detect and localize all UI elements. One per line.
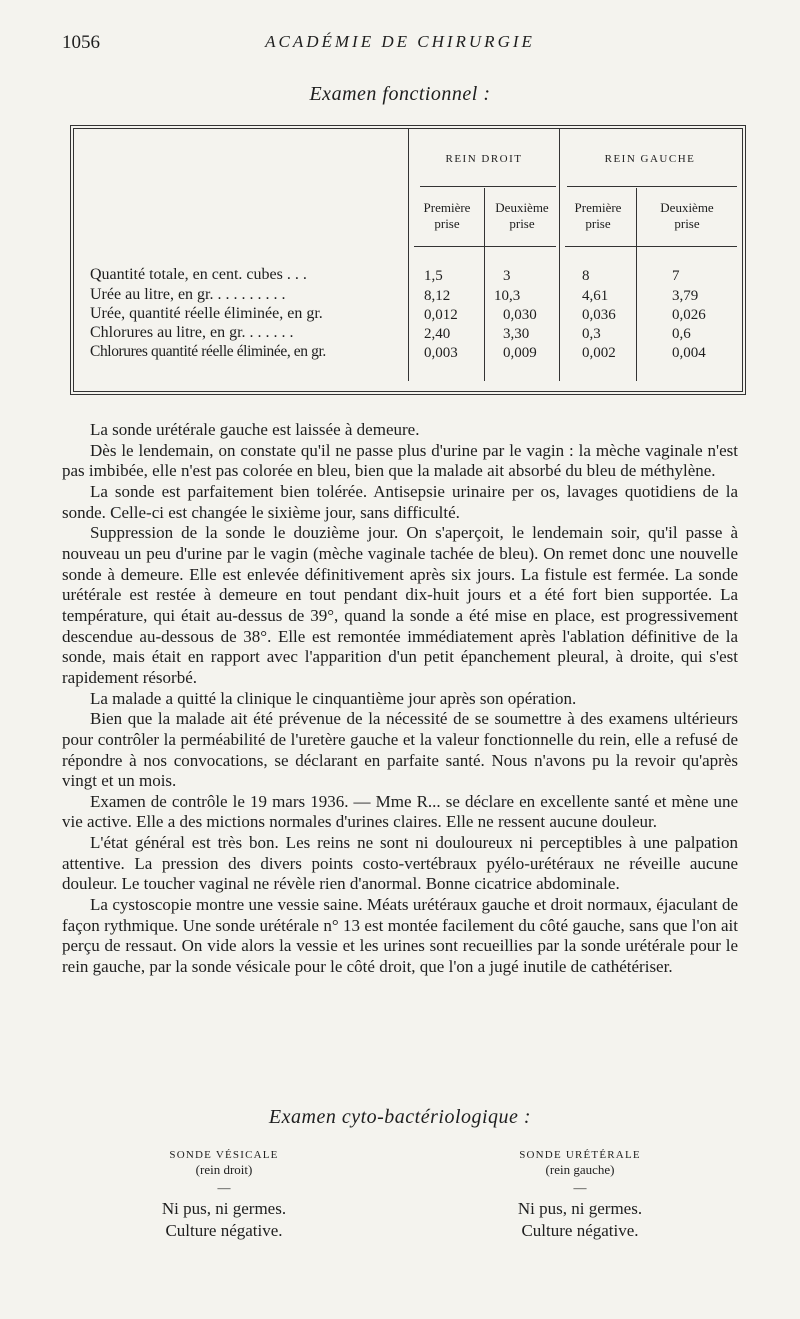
subheader-second-dose: Deuxième prise [495,200,549,231]
result-line: Culture négative. [521,1221,639,1240]
bladder-catheter-column [104,1149,344,1242]
table-cell: 0,036 [582,307,616,323]
table-cell: 0,003 [424,345,458,361]
column-heading: SONDE URÉTÉRALE [519,1149,641,1161]
paragraph: Examen de contrôle le 19 mars 1936. — Mme R... se déclare en excellente santé et mène une vie active. Elle a des mictions normales d'urines claires. Elle ne ressent aucune douleur. [62,791,738,832]
column-divider [636,188,637,381]
table-cell: 0,004 [672,345,706,361]
subheader-rule [565,246,737,247]
page-header [0,30,800,56]
result-line: Ni pus, ni germes. [517,1199,643,1218]
paragraph: La malade a quitté la clinique le cinquantième jour après son opération. [90,688,577,708]
table-cell: 1,5 [424,268,443,284]
table-cell: 8,12 [424,288,451,304]
row-label: Chlorures quantité réelle éliminée, en gr. [90,343,326,360]
cyto-title: Examen cyto-bactériologique : [268,1106,532,1128]
column-subheading: (rein gauche) [545,1162,615,1177]
table-cell: 0,030 [503,307,537,323]
table-cell: 0,002 [582,345,616,361]
row-label: Chlorures au litre, en gr. . . . . . . [90,324,294,341]
row-label: Urée, quantité réelle éliminée, en gr. [90,305,323,322]
column-divider [408,129,409,381]
row-label: Quantité totale, en cent. cubes . . . [90,266,307,283]
body-text [62,420,738,978]
column-subheading: (rein droit) [195,1162,253,1177]
table-cell: 3,30 [503,326,530,342]
table-cell: 3,79 [672,288,699,304]
paragraph: Suppression de la sonde le douzième jour. On s'aperçoit, le lendemain soir, qu'il passe à nouveau un peu d'urine par le vagin (mèche vaginale tachée de bleu). On remet donc une nouvelle sonde à demeure. Elle est enlevée définitivement après six jours. La fistule est fermée. La sonde urétérale est restée à demeure en tout pendant dix-huit jours et a été fort bien supportée. La température, qui était au-dessus de 39°, quand la sonde a été mise en place, est progressivement descendue au-dessous de 38°. Elle est remontée immédiatement après l'ablation définitive de la sonde, mais était en rapport avec l'apparition d'un petit épanchement pleural, à droite, qui s'est rapidement résorbé. [62,523,738,687]
paragraph: Dès le lendemain, on constate qu'il ne passe plus d'urine par le vagin : la mèche vaginale n'est pas imbibée, elle n'est pas colorée en bleu, bien que la malade ait absorbé du bleu de méthylène. [62,440,738,481]
paragraph: La sonde est parfaitement bien tolérée. Antisepsie urinaire per os, lavages quotidiens de la sonde. Celle-ci est changée le sixième jour, sans difficulté. [62,481,738,522]
paragraph: L'état général est très bon. Les reins ne sont ni douloureux ni perceptibles à une palpation attentive. La pression des divers points costo-vertébraux pyélo-urétéraux ne réveille aucune douleur. Le toucher vaginal ne révèle rien d'anormal. Bonne cicatrice abdominale. [62,833,738,894]
ureteral-catheter-column [460,1149,700,1242]
result-line: Culture négative. [165,1221,283,1240]
paragraph: La cystoscopie montre une vessie saine. Méats urétéraux gauche et droit normaux, éjaculant de façon rythmique. Une sonde urétérale n° 13 est montée facilement du côté gauche, sans que l'on ait perçu de ressaut. On vide alors la vessie et les urines sont recueillies par la sonde urétérale pour le rein gauche, par la sonde vésicale pour le côté droit, que l'on a jugé inutile de cathétériser. [62,895,738,977]
table-cell: 7 [672,268,680,284]
group-rule [420,186,556,187]
subheader-first-dose: Première prise [574,200,622,231]
column-divider [559,129,560,381]
running-head: ACADÉMIE DE CHIRURGIE [265,32,535,51]
table-cell: 4,61 [582,288,609,304]
table-cell: 0,026 [672,307,706,323]
column-dash: — [217,1180,231,1195]
group-header-left-kidney: REIN GAUCHE [604,153,696,165]
row-label: Urée au litre, en gr. . . . . . . . . . [90,286,286,303]
table-cell: 10,3 [494,288,521,304]
page-number: 1056 [62,32,100,53]
table-cell: 0,6 [672,326,691,342]
table-cell: 2,40 [424,326,451,342]
paragraph: Bien que la malade ait été prévenue de la nécessité de se soumettre à des examens ultérieurs pour contrôler la perméabilité de l'uretère gauche et la valeur fonctionnelle du rein, elle a refusé de répondre à nos convocations, se déclarant en parfaite santé. Nous n'avons pu la revoir qu'après vingt et un mois. [62,709,738,791]
subheader-second-dose: Deuxième prise [660,200,714,231]
group-header-right-kidney: REIN DROIT [445,153,523,165]
table-cell: 0,3 [582,326,601,342]
result-line: Ni pus, ni germes. [161,1199,287,1218]
group-rule [567,186,737,187]
subheader-first-dose: Première prise [423,200,471,231]
subheader-rule [414,246,556,247]
paragraph: La sonde urétérale gauche est laissée à demeure. [90,420,420,439]
table-cell: 0,012 [424,307,458,323]
column-dash: — [573,1180,587,1195]
column-heading: SONDE VÉSICALE [169,1149,279,1161]
table-cell: 0,009 [503,345,537,361]
table-title: Examen fonctionnel : [309,83,491,105]
table-cell: 8 [582,268,590,284]
table-cell: 3 [503,268,511,284]
